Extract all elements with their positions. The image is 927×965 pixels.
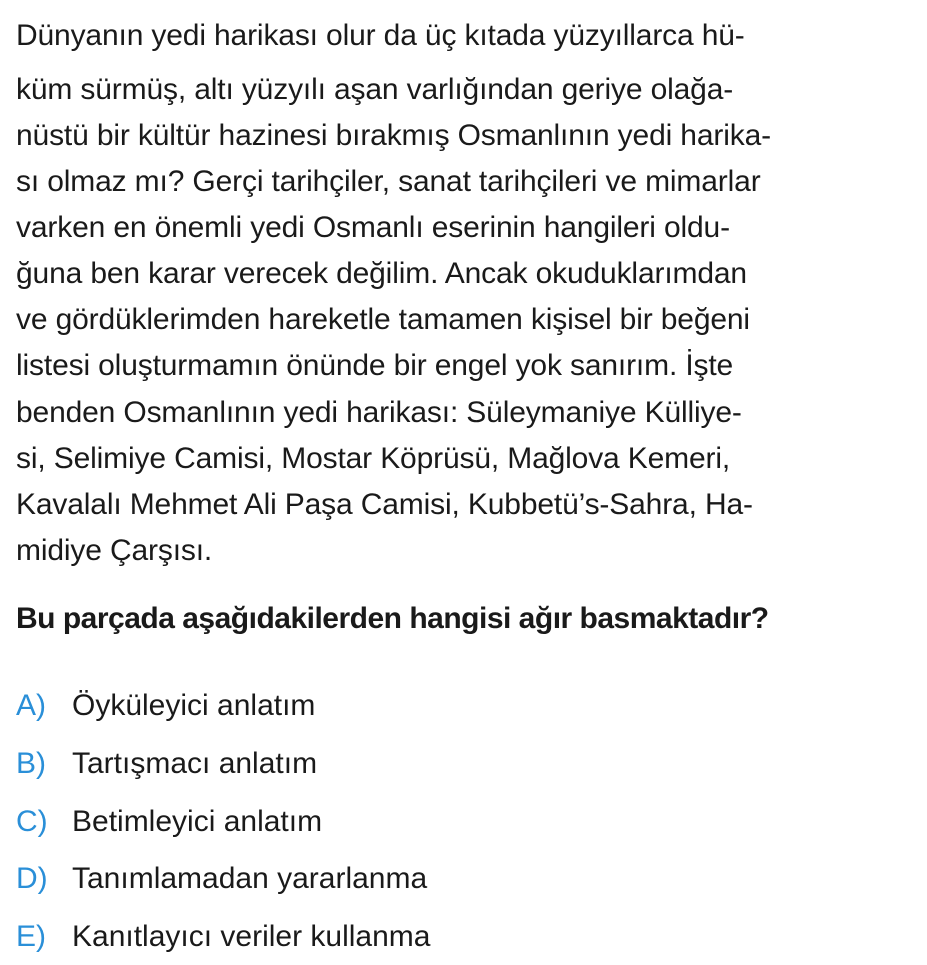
option-c[interactable] xyxy=(16,802,322,842)
passage-line: ve gördüklerimden hareketle tamamen kişisel bir beğeni xyxy=(16,303,750,336)
option-text: Tartışmacı anlatım xyxy=(72,747,318,780)
option-letter: D) xyxy=(16,862,48,895)
passage-line: nüstü bir kültür hazinesi bırakmış Osmanlının yedi harika- xyxy=(16,119,771,152)
option-e[interactable] xyxy=(16,917,430,957)
option-letter: C) xyxy=(16,805,48,838)
option-text: Kanıtlayıcı veriler kullanma xyxy=(72,920,431,953)
passage-line: Kavalalı Mehmet Ali Paşa Camisi, Kubbetü’s-Sahra, Ha- xyxy=(16,488,753,521)
option-a[interactable] xyxy=(16,686,315,726)
option-letter: A) xyxy=(16,689,46,722)
passage-line: küm sürmüş, altı yüzyılı aşan varlığından geriye olağa- xyxy=(16,73,734,106)
question-stem: Bu parçada aşağıdakilerden hangisi ağır basmaktadır? xyxy=(16,602,769,635)
passage-line: ğuna ben karar verecek değilim. Ancak okuduklarımdan xyxy=(16,257,747,290)
passage-line: Dünyanın yedi harikası olur da üç kıtada yüzyıllarca hü- xyxy=(16,19,745,52)
option-text: Öyküleyici anlatım xyxy=(72,689,316,722)
passage-line: si, Selimiye Camisi, Mostar Köprüsü, Mağlova Kemeri, xyxy=(16,442,731,475)
passage-line: midiye Çarşısı. xyxy=(16,534,213,567)
passage-line: sı olmaz mı? Gerçi tarihçiler, sanat tarihçileri ve mimarlar xyxy=(16,165,761,198)
option-letter: E) xyxy=(16,920,46,953)
option-d[interactable] xyxy=(16,859,427,899)
option-letter: B) xyxy=(16,747,46,780)
option-text: Tanımlamadan yararlanma xyxy=(72,862,428,895)
passage-line: varken en önemli yedi Osmanlı eserinin hangileri oldu- xyxy=(16,211,730,244)
option-b[interactable] xyxy=(16,744,317,784)
option-text: Betimleyici anlatım xyxy=(72,805,323,838)
passage-line: listesi oluşturmamın önünde bir engel yok sanırım. İşte xyxy=(16,349,734,382)
passage-line: benden Osmanlının yedi harikası: Süleymaniye Külliye- xyxy=(16,396,742,429)
